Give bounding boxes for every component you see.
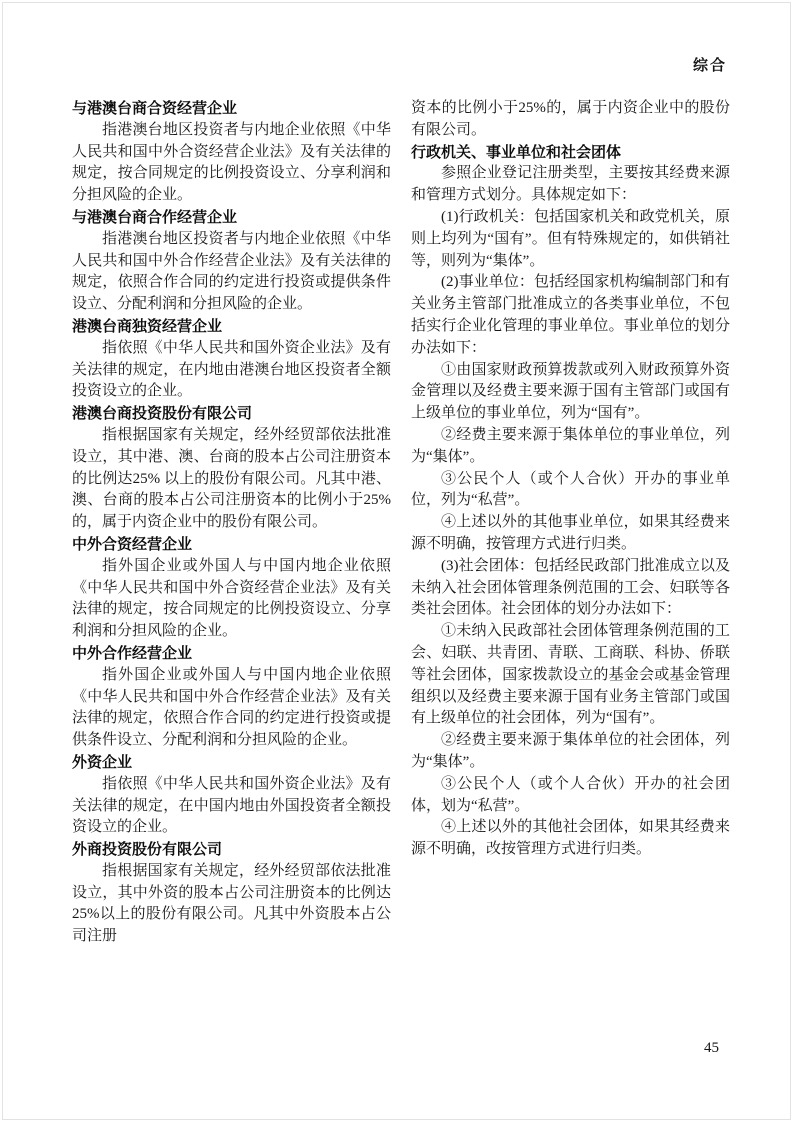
glossary-paragraph: ③公民个人（或个人合伙）开办的社会团体，划为“私营”。: [411, 775, 730, 814]
glossary-definition: 指港澳台地区投资者与内地企业依照《中华人民共和国中外合资经营企业法》及有关法律的规定，按合同规定的比例投资设立、分享利润和分担风险的企业。: [72, 121, 391, 204]
glossary-paragraph: ③公民个人（或个人合伙）开办的事业单位，列为“私营”。: [411, 470, 730, 509]
glossary-paragraph: ④上述以外的其他社会团体，如果其经费来源不明确，改按管理方式进行归类。: [411, 819, 730, 858]
page-number: 45: [704, 1040, 719, 1056]
glossary-term: 外商投资股份有限公司: [72, 841, 223, 859]
glossary-paragraph: (3)社会团体：包括经民政部门批准成立以及未纳入社会团体管理条例范围的工会、妇联等各类社会团体。社会团体的划分办法如下：: [411, 557, 730, 618]
glossary-term: 港澳台商投资股份有限公司: [72, 405, 253, 423]
glossary-paragraph: (2)事业单位：包括经国家机构编制部门和有关业务主管部门批准成立的各类事业单位，不包括实行企业化管理的事业单位。事业单位的划分办法如下：: [411, 274, 730, 356]
glossary-paragraph: ①由国家财政预算拨款或列入财政预算外资金管理以及经费主要来源于国有主管部门或国有上级单位的事业单位，列为“国有”。: [411, 361, 730, 422]
glossary-term: 中外合资经营企业: [72, 535, 193, 553]
glossary-definition: 指根据国家有关规定，经外经贸部依法批准设立，其中港、澳、台商的股本占公司注册资本的比例达25% 以上的股份有限公司。凡其中港、澳、台商的股本占公司注册资本的比例小于25%的，属于内资企业中的股份有限公司。: [72, 426, 391, 531]
glossary-definition: 指港澳台地区投资者与内地企业依照《中华人民共和国中外合作经营企业法》及有关法律的规定，依照合作合同的约定进行投资或提供条件设立、分配利润和分担风险的企业。: [72, 230, 391, 313]
continued-definition: 资本的比例小于25%的，属于内资企业中的股份有限公司。: [411, 100, 730, 138]
glossary-definition: 指外国企业或外国人与中国内地企业依照《中华人民共和国中外合资经营企业法》及有关法律的规定，按合同规定的比例投资设立、分享利润和分担风险的企业。: [72, 557, 391, 640]
left-column: [72, 98, 391, 948]
glossary-paragraph: (1)行政机关：包括国家机关和政党机关，原则上均列为“国有”。但有特殊规定的，如供销社等，则列为“集体”。: [411, 208, 730, 269]
glossary-term: 外资企业: [72, 753, 133, 771]
section-label: 综合: [692, 57, 727, 74]
glossary-term: 与港澳台商合资经营企业: [72, 100, 238, 117]
glossary-paragraph: ④上述以外的其他事业单位，如果其经费来源不明确，按管理方式进行归类。: [411, 514, 730, 552]
glossary-term: 与港澳台商合作经营企业: [72, 208, 238, 226]
glossary-term: 行政机关、事业单位和社会团体: [411, 143, 622, 161]
two-column-body: [72, 98, 730, 948]
glossary-paragraph: ②经费主要来源于集体单位的社会团体，列为“集体”。: [411, 732, 730, 770]
glossary-definition: 指外国企业或外国人与中国内地企业依照《中华人民共和国中外合作经营企业法》及有关法律的规定，依照合作合同的约定进行投资或提供条件设立、分配利润和分担风险的企业。: [72, 666, 391, 749]
glossary-term: 港澳台商独资经营企业: [72, 317, 223, 335]
glossary-paragraph: 参照企业登记注册类型，主要按其经费来源和管理方式划分。具体规定如下：: [411, 165, 730, 204]
glossary-definition: 指依照《中华人民共和国外资企业法》及有关法律的规定，在内地由港澳台地区投资者全额投资设立的企业。: [72, 339, 391, 400]
glossary-term: 中外合作经营企业: [72, 644, 193, 662]
glossary-definition: 指依照《中华人民共和国外资企业法》及有关法律的规定，在中国内地由外国投资者全额投资设立的企业。: [72, 775, 391, 836]
running-header: [72, 54, 727, 75]
right-column: [411, 98, 730, 948]
glossary-paragraph: ②经费主要来源于集体单位的事业单位，列为“集体”。: [411, 426, 730, 465]
glossary-paragraph: ①未纳入民政部社会团体管理条例范围的工会、妇联、共青团、青联、工商联、科协、侨联等社会团体，国家拨款设立的基金会或基金管理组织以及经费主要来源于国有业务主管部门或国有上级单位的社会团体，列为“国有”。: [411, 623, 730, 727]
glossary-definition: 指根据国家有关规定，经外经贸部依法批准设立，其中外资的股本占公司注册资本的比例达25%以上的股份有限公司。凡其中外资股本占公司注册: [72, 862, 391, 945]
